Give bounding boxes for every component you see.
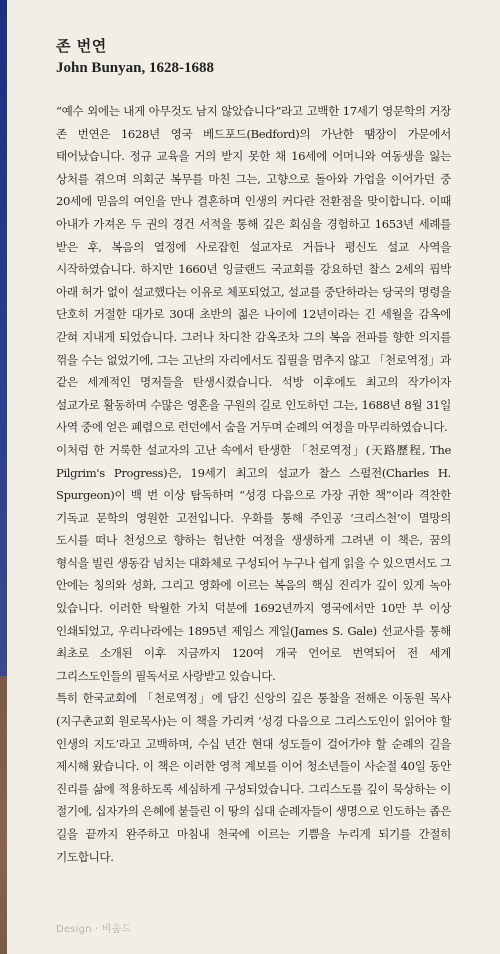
author-name-korean: 존 번연 — [56, 37, 107, 55]
paragraph-life: “예수 외에는 내게 아무것도 남지 않았습니다”라고 고백한 17세기 영문학의 거장 존 번연은 1628년 영국 베드포드(Bedford)의 가난한 땜장이 가문에서 태어났습니다. 정규 교육을 거의 받지 못한 채 16세에 어머니와 여동생을 잃는 상처를 겪으며 의회군 복무를 마친 그는, 고향으로 돌아와 가업을 이어가던 중 20세에 믿음의 여인을 만나 결혼하며 인생의 커다란 전환점을 맞이합니다. 이때 아내가 가져온 두 권의 경건 서적을 통해 깊은 회심을 경험하고 1653년 세례를 받은 후, 복음의 열정에 사로잡힌 설교자로 거듭나 평신도 설교 사역을 시작하였습니다. 하지만 1660년 잉글랜드 국교회를 강요하던 찰스 2세의 핍박 아래 허가 없이 설교했다는 이유로 체포되었고, 설교를 중단하라는 당국의 명령을 단호히 거절한 대가로 30대 초반의 젊은 나이에 12년이라는 긴 세월을 감옥에 갇혀 지내게 되었습니다. 그러나 차디찬 감옥조차 그의 복음 전파를 향한 의지를 꺾을 수는 없었기에, 그는 고난의 자리에서도 집필을 멈추지 않고 「천로역정」과 같은 세계적인 명저들을 탄생시켰습니다. 석방 이후에도 최고의 작가이자 설교가로 활동하며 수많은 영혼을 구원의 길로 인도하던 그는, 1688년 8월 31일 사역 중에 얻은 폐렴으로 런던에서 숨을 거두며 순례의 여정을 마무리하였습니다. — [56, 104, 451, 435]
left-edge-blue-strip — [0, 0, 7, 676]
biography-text — [56, 100, 451, 868]
left-edge-brown-strip — [0, 676, 7, 954]
paragraph-korean-church: 특히 한국교회에 「천로역정」에 담긴 신앙의 깊은 통찰을 전해온 이동원 목사(지구촌교회 원로목사)는 이 책을 가리켜 ‘성경 다음으로 그리스도인이 읽어야 할 인생의 지도’라고 고백하며, 수십 년간 현대 성도들이 걸어가야 할 순례의 길을 제시해 왔습니다. 이 책은 이러한 영적 계보를 이어 청소년들이 사순절 40일 동안 진리를 삶에 적용하도록 세심하게 구성되었습니다. 그리스도를 깊이 묵상하는 이 절기에, 십자가의 은혜에 붙들린 이 땅의 십대 순례자들이 생명으로 인도하는 좁은 길을 끝까지 완주하고 마침내 천국에 이르는 기쁨을 누리게 되기를 간절히 기도합니다. — [56, 691, 451, 864]
paragraph-pilgrims-progress: 이처럼 한 거룩한 설교자의 고난 속에서 탄생한 「천로역정」(天路歷程, The Pilgrim's Progress)은, 19세기 최고의 설교가 찰스 스펄전(Charles H. Spurgeon)이 백 번 이상 탐독하며 “성경 다음으로 가장 귀한 책”이라 격찬한 기독교 문학의 영원한 고전입니다. 우화를 통해 주인공 ‘크리스천’이 멸망의 도시를 떠나 천성으로 향하는 험난한 여정을 생생하게 그려낸 이 책은, 꿈의 형식을 빌린 생동감 넘치는 대화체로 구성되어 누구나 쉽게 읽을 수 있으면서도 그 안에는 칭의와 성화, 그리고 영화에 이르는 복음의 핵심 진리가 깊이 있게 녹아 있습니다. 이러한 탁월한 가치 덕분에 1692년까지 영국에서만 10만 부 이상 인쇄되었고, 우리나라에는 1895년 제임스 게일(James S. Gale) 선교사를 통해 최초로 소개된 이후 지금까지 120여 개국 언어로 번역되어 전 세계 그리스도인들의 필독서로 사랑받고 있습니다. — [56, 442, 451, 683]
page-content — [56, 36, 451, 868]
author-name-english: John Bunyan, 1628-1688 — [56, 60, 214, 76]
design-credit: Design · 비움드 — [56, 924, 132, 935]
